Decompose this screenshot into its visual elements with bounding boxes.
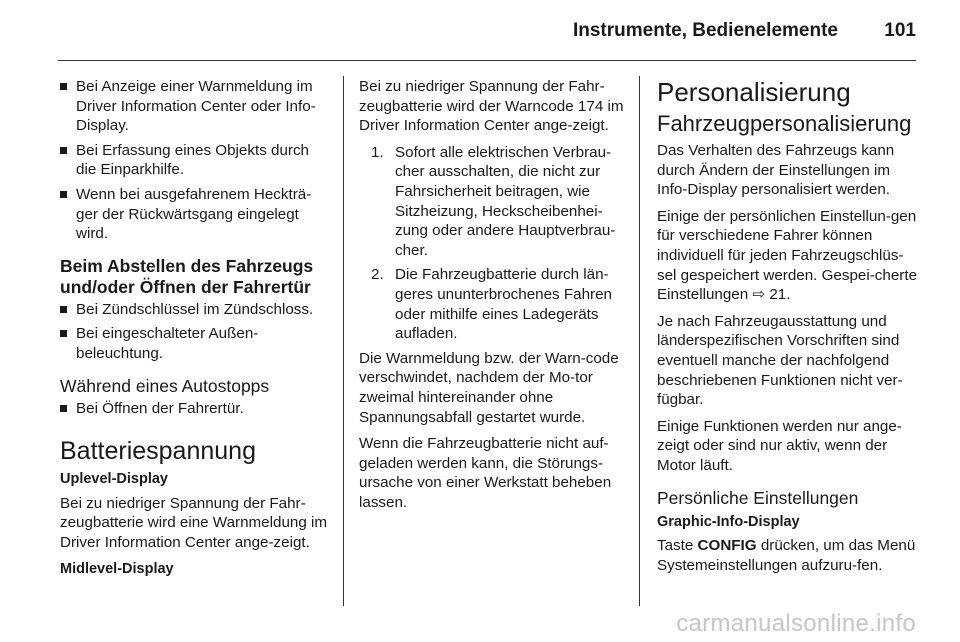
column-divider-1 (343, 76, 344, 606)
header-title: Instrumente, Bedienelemente (572, 20, 838, 41)
list-item: Bei eingeschalteter Außen-beleuchtung. (60, 324, 332, 363)
label-graphic: Graphic-Info-Display (657, 513, 800, 530)
para-4: Einige Funktionen werden nur ange-zeigt oder sind nur aktiv, wenn der Motor läuft. (657, 417, 902, 474)
para-2: Die Warnmeldung bzw. der Warn-code verschwindet, nachdem der Mo-tor zweimal hintereinander ohne Spannungsabfall gestartet wurde. (359, 349, 619, 426)
bullet-square-icon (60, 147, 67, 154)
heading-personal: Persönliche Einstellungen (657, 487, 859, 508)
para-3: Wenn die Fahrzeugbatterie nicht auf-geladen werden kann, die Störungs-ursache von einer Werkstatt beheben lassen. (359, 435, 612, 511)
list-item: Bei Erfassung eines Objekts durch die Einparkhilfe. (60, 141, 332, 180)
para-2: Einige der persönlichen Einstellun-gen für verschiedene Fahrer können individuell für jeden Fahrzeugschlüs-sel gespeichert werden. Gespei-cherte Einstellungen ⇨ 21. (657, 207, 918, 304)
list-item: Bei Zündschlüssel im Zündschloss. (60, 300, 332, 320)
para-uplevel: Bei zu niedriger Spannung der Fahr-zeugbatterie wird eine Warnmeldung im Driver Information Center ange-zeigt. (60, 494, 328, 551)
list-item: Bei Öffnen der Fahrertür. (60, 399, 332, 419)
label-midlevel: Midlevel-Display (60, 560, 174, 577)
list-item: 2. Die Fahrzeugbatterie durch län-geres ununterbrochenes Fahren oder mithilfe eines Ladegeräts aufladen. (371, 266, 612, 343)
heading-autostop: Während eines Autostopps (60, 375, 270, 396)
column-1 (60, 77, 332, 583)
watermark: carmanualsonline.info (676, 610, 916, 637)
column-2 (359, 77, 629, 519)
bullet-square-icon (60, 306, 67, 313)
heading-main: Personalisierung (657, 77, 851, 107)
label-uplevel: Uplevel-Display (60, 471, 168, 488)
list-item: Bei Anzeige einer Warnmeldung im Driver Information Center oder Info-Display. (60, 77, 332, 136)
para-5: Taste CONFIG drücken, um das Menü Systemeinstellungen aufzuru-fen. (657, 537, 916, 574)
heading-parking: Beim Abstellen des Fahrzeugs und/oder Öffnen der Fahrertür (60, 255, 314, 297)
list-item: Wenn bei ausgefahrenem Heckträ-ger der Rückwärtsgang eingelegt wird. (60, 185, 332, 244)
list-item: 1. Sofort alle elektrischen Verbrau-cher ausschalten, die nicht zur Fahrsicherheit beitragen, wie Sitzheizung, Heckscheibenhei-zung oder andere Hauptverbrau-cher. (371, 143, 616, 259)
heading-battery: Batteriespannung (60, 437, 256, 466)
bullet-square-icon (60, 191, 67, 198)
bullet-square-icon (60, 83, 67, 90)
page-number: 101 (884, 20, 916, 41)
heading-sub: Fahrzeugpersonalisierung (657, 111, 912, 136)
bullet-square-icon (60, 405, 67, 412)
config-key: CONFIG (697, 537, 757, 555)
column-divider-2 (639, 76, 640, 606)
para-3: Je nach Fahrzeugausstattung und länderspezifischen Vorschriften sind eventuell manche der nachfolgend beschriebenen Funktionen nicht ver-fügbar. (657, 312, 903, 409)
para-intro: Bei zu niedriger Spannung der Fahr-zeugbatterie wird der Warncode 174 im Driver Information Center ange-zeigt. (359, 78, 624, 135)
column-3 (657, 77, 919, 582)
bullet-square-icon (60, 330, 67, 337)
para-1: Das Verhalten des Fahrzeugs kann durch Ändern der Einstellungen im Info-Display personalisiert werden. (657, 142, 895, 199)
header-rule (58, 60, 916, 61)
